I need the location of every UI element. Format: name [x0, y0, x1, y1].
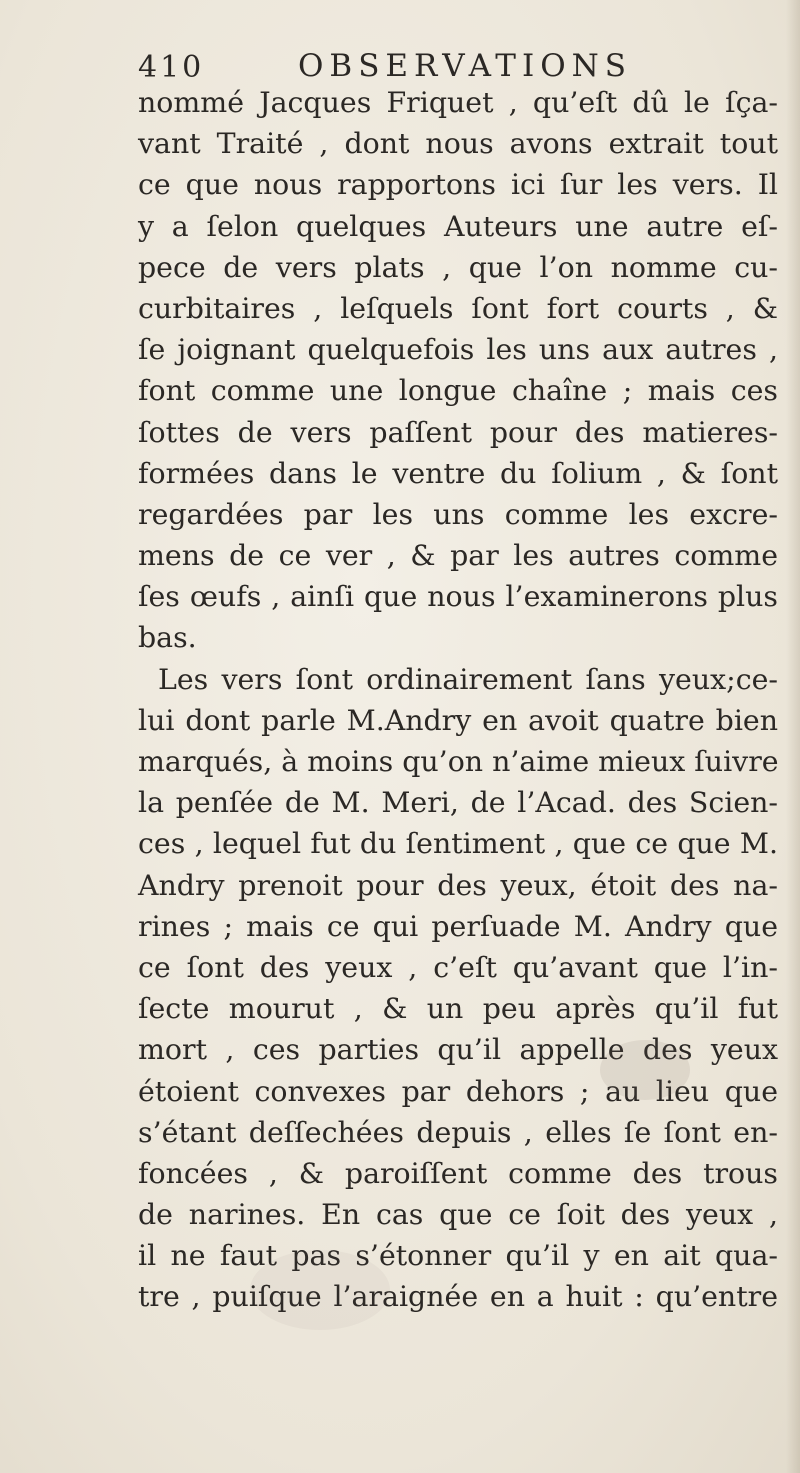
text-line: tre , puiſque l’araignée en a huit : qu’entre: [138, 1280, 778, 1314]
text-line: Les vers ſont ordinairement ſans yeux;ce-: [158, 662, 778, 696]
text-line: ces , lequel fut du ſentiment , que ce que M.: [138, 827, 778, 861]
running-head: OBSERVATIONS: [298, 48, 632, 84]
page-number: 410: [138, 50, 205, 85]
text-line: ce ſont des yeux , c’eſt qu’avant que l’in-: [138, 950, 778, 984]
paper-stain: [250, 1250, 390, 1330]
text-line: y a ſelon quelques Auteurs une autre eſ-: [138, 209, 778, 243]
text-line: la penſée de M. Meri, de l’Acad. des Scien-: [138, 786, 778, 820]
text-line: rines ; mais ce qui perſuade M. Andry que: [138, 909, 778, 943]
text-line: lui dont parle M.Andry en avoit quatre bien: [138, 703, 778, 737]
text-line: pece de vers plats , que l’on nomme cu-: [138, 250, 778, 284]
text-line: ſe joignant quelquefois les uns aux autres ,: [138, 333, 778, 367]
page-edge-shadow: [786, 0, 800, 1473]
body-text: [138, 82, 778, 1318]
text-line: de narines. En cas que ce ſoit des yeux ,: [138, 1198, 778, 1232]
text-line: mens de ce ver , & par les autres comme: [138, 539, 778, 573]
text-line: bas.: [138, 621, 197, 655]
text-line: marqués, à moins qu’on n’aime mieux ſuivre: [138, 745, 779, 778]
text-line: regardées par les uns comme les excre-: [138, 497, 778, 531]
text-line: ſecte mourut , & un peu après qu’il fut: [138, 992, 778, 1026]
text-line: s’étant deſſechées depuis , elles ſe ſont en-: [138, 1115, 778, 1149]
text-line: formées dans le ventre du ſolium , & ſont: [138, 456, 778, 490]
text-line: foncées , & paroiſſent comme des trous: [138, 1156, 778, 1190]
text-line: nommé Jacques Friquet , qu’eſt dû le ſça-: [138, 86, 778, 119]
text-line: ſottes de vers paſſent pour des matieres-: [138, 415, 778, 449]
paper-stain: [600, 1040, 690, 1100]
text-line: étoient convexes par dehors ; au lieu que: [138, 1074, 778, 1108]
text-line: curbitaires , leſquels ſont fort courts , &: [138, 291, 778, 325]
text-line: ce que nous rapportons ici ſur les vers. Il: [138, 168, 778, 202]
text-line: ſes œufs , ainſi que nous l’examinerons plus: [138, 580, 778, 614]
text-line: mort , ces parties qu’il appelle des yeux: [138, 1033, 778, 1067]
text-line: il ne faut pas s’étonner qu’il y en ait qua-: [138, 1239, 778, 1273]
text-line: vant Traité , dont nous avons extrait tout: [138, 127, 778, 161]
text-line: Andry prenoit pour des yeux, étoit des na-: [138, 868, 778, 902]
text-line: font comme une longue chaîne ; mais ces: [138, 374, 778, 408]
